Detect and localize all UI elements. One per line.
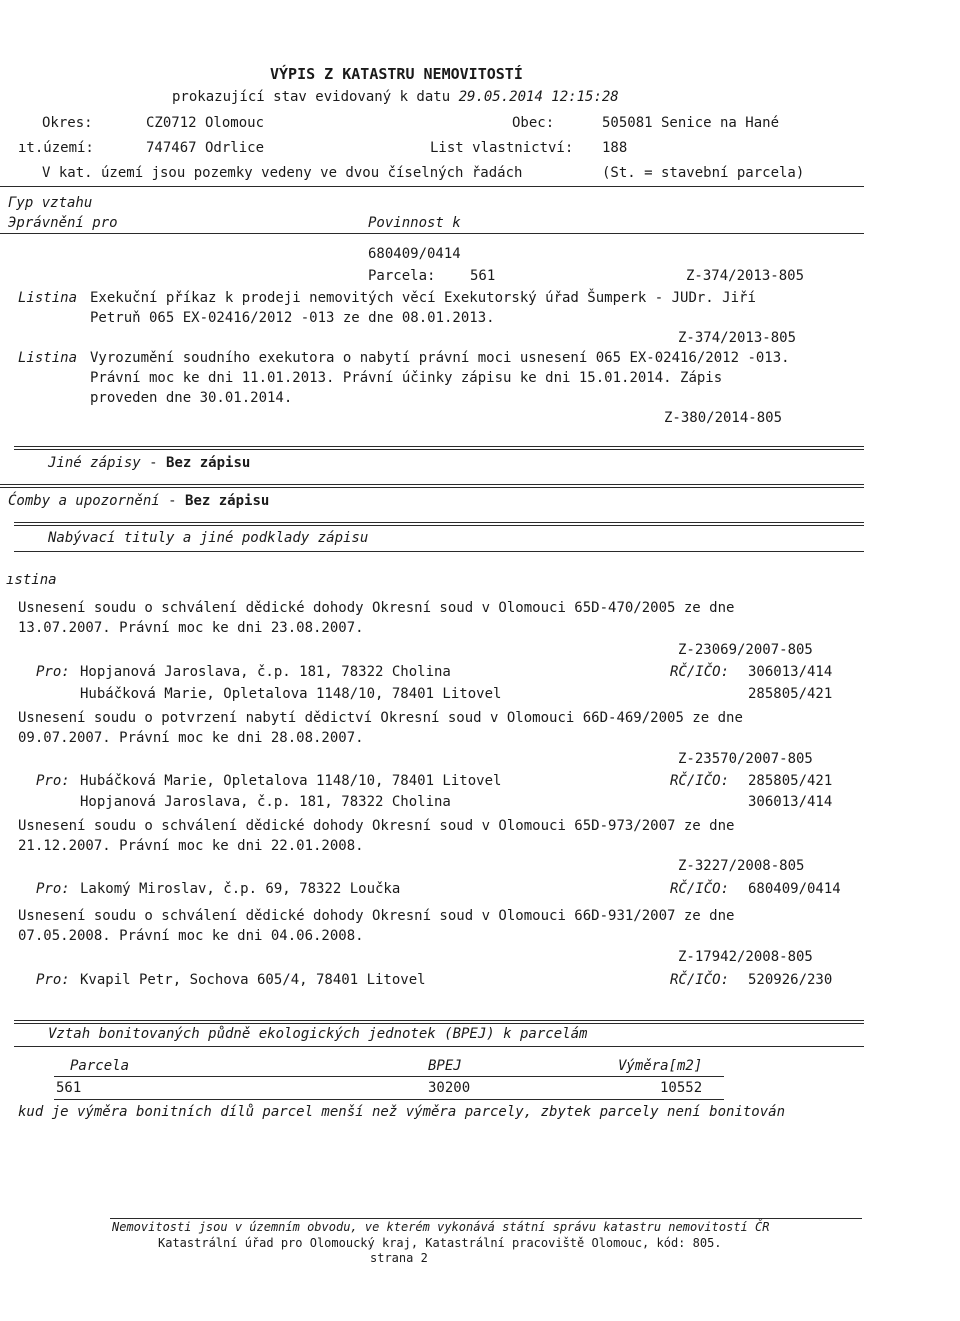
person-name: Hopjanová Jaroslava, č.p. 181, 78322 Cholina xyxy=(80,664,451,680)
divider xyxy=(14,449,864,450)
dash: - xyxy=(149,455,158,471)
rc-value: 680409/0414 xyxy=(748,881,841,897)
subtitle-datetime: 29.05.2014 12:15:28 xyxy=(458,89,619,105)
ref-number: Z-374/2013-805 xyxy=(678,330,797,346)
listina-label: Listina xyxy=(18,290,78,306)
rc-value: 520926/230 xyxy=(748,972,833,988)
bpej-note: kud je výměra bonitních dílů parcel menší než výměra parcely, zbytek parcely není bonitován xyxy=(18,1104,786,1120)
rc-value: 306013/414 xyxy=(748,794,833,810)
entry-text: Exekuční příkaz k prodeji nemovitých věcí Exekutorský úřad Šumperk - JUDr. Jiří xyxy=(90,290,756,306)
section-label: Jiné zápisy xyxy=(48,455,141,471)
lv-value: 188 xyxy=(602,140,628,156)
col-vymera: Výměra[m2] xyxy=(618,1058,703,1074)
col-parcela: Parcela xyxy=(70,1058,130,1074)
parcela-label: Parcela: xyxy=(368,268,436,284)
divider xyxy=(14,525,864,526)
rc-label: RČ/IČO: xyxy=(670,664,730,680)
divider xyxy=(0,233,864,234)
person-name: Lakomý Miroslav, č.p. 69, 78322 Loučka xyxy=(80,881,401,897)
divider xyxy=(0,487,864,488)
entry-text: Usnesení soudu o schválení dědické dohody Okresní soud v Olomouci 65D-470/2005 ze dne xyxy=(18,600,735,616)
opravneni-label: Эprávnění pro xyxy=(8,215,118,231)
rc-label: RČ/IČO: xyxy=(670,773,730,789)
section-value: Bez zápisu xyxy=(185,493,270,509)
person-name: Hubáčková Marie, Opletalova 1148/10, 78401 Litovel xyxy=(80,686,502,702)
person-name: Kvapil Petr, Sochova 605/4, 78401 Litovel xyxy=(80,972,426,988)
entry-text: 13.07.2007. Právní moc ke dni 23.08.2007. xyxy=(18,620,364,636)
divider xyxy=(14,1023,864,1024)
obec-label: Obec: xyxy=(512,115,555,131)
jine-zapisy-heading xyxy=(48,455,250,472)
kat-label: ıt.území: xyxy=(18,140,94,156)
person-name: Hopjanová Jaroslava, č.p. 181, 78322 Cholina xyxy=(80,794,451,810)
entry-text: Usnesení soudu o schválení dědické dohody Okresní soud v Olomouci 65D-973/2007 ze dne xyxy=(18,818,735,834)
kat-note-right: (St. = stavební parcela) xyxy=(602,165,805,181)
entry-text: 09.07.2007. Právní moc ke dni 28.08.2007. xyxy=(18,730,364,746)
subtitle-prefix: prokazující stav evidovaný k datu xyxy=(172,89,451,105)
page-number: strana 2 xyxy=(370,1251,428,1265)
person-name: Hubáčková Marie, Opletalova 1148/10, 78401 Litovel xyxy=(80,773,502,789)
pro-label: Pro: xyxy=(36,773,70,789)
row-parcela: 561 xyxy=(56,1080,82,1096)
footer-line2: Katastrální úřad pro Olomoucký kraj, Katastrální pracoviště Olomouc, kód: 805. xyxy=(158,1236,722,1250)
ref-number: Z-374/2013-805 xyxy=(686,268,805,284)
pro-label: Pro: xyxy=(36,664,70,680)
ref-number: Z-23570/2007-805 xyxy=(678,751,813,767)
divider xyxy=(0,186,864,187)
divider xyxy=(110,1218,862,1219)
povinnost-label: Povinnost k xyxy=(368,215,461,231)
pro-label: Pro: xyxy=(36,972,70,988)
section-label: Ćomby a upozornění xyxy=(8,493,160,509)
divider xyxy=(54,1099,724,1100)
listina-label: ıstina xyxy=(6,572,57,588)
entry-text: proveden dne 30.01.2014. xyxy=(90,390,293,406)
row-vymera: 10552 xyxy=(660,1080,703,1096)
divider xyxy=(14,551,864,552)
divider xyxy=(14,446,864,447)
obec-value: 505081 Senice na Hané xyxy=(602,115,780,131)
entry-text: Petruň 065 EX-02416/2012 -013 ze dne 08.01.2013. xyxy=(90,310,495,326)
entry-text: 21.12.2007. Právní moc ke dni 22.01.2008. xyxy=(18,838,364,854)
entry-text: 07.05.2008. Právní moc ke dni 04.06.2008. xyxy=(18,928,364,944)
section-value: Bez zápisu xyxy=(166,455,251,471)
listina-label: Listina xyxy=(18,350,78,366)
typ-vztahu-label: Гур vztahu xyxy=(8,195,93,211)
parcela-value: 561 xyxy=(470,268,496,284)
owner-id: 680409/0414 xyxy=(368,246,461,262)
entry-text: Právní moc ke dni 11.01.2013. Právní účinky zápisu ke dni 15.01.2014. Zápis xyxy=(90,370,723,386)
entry-text: Usnesení soudu o schválení dědické dohody Okresní soud v Olomouci 66D-931/2007 ze dne xyxy=(18,908,735,924)
ref-number: Z-23069/2007-805 xyxy=(678,642,813,658)
kat-value: 747467 Odrlice xyxy=(146,140,265,156)
rc-value: 306013/414 xyxy=(748,664,833,680)
okres-label: Okres: xyxy=(42,115,93,131)
divider xyxy=(14,1046,864,1047)
ref-number: Z-17942/2008-805 xyxy=(678,949,813,965)
divider xyxy=(54,1076,724,1077)
entry-text: Vyrozumění soudního exekutora o nabytí právní moci usnesení 065 EX-02416/2012 -013. xyxy=(90,350,790,366)
document-title: VÝPIS Z KATASTRU NEMOVITOSTÍ xyxy=(270,65,523,83)
dash: - xyxy=(168,493,177,509)
rc-label: RČ/IČO: xyxy=(670,881,730,897)
row-bpej: 30200 xyxy=(428,1080,471,1096)
lv-label: List vlastnictví: xyxy=(430,140,574,156)
okres-value: CZ0712 Olomouc xyxy=(146,115,265,131)
plomby-heading xyxy=(8,493,269,510)
kat-note: V kat. území jsou pozemky vedeny ve dvou číselných řadách xyxy=(42,165,523,181)
divider xyxy=(0,484,864,485)
footer-line1: Nemovitosti jsou v územním obvodu, ve kterém vykonává státní správu katastru nemovitostí ČR xyxy=(112,1220,770,1234)
nabyvaci-tituly-heading: Nabývací tituly a jiné podklady zápisu xyxy=(48,530,369,546)
bpej-title: Vztah bonitovaných půdně ekologických jednotek (BPEJ) k parcelám xyxy=(48,1026,588,1042)
entry-text: Usnesení soudu o potvrzení nabytí dědictví Okresní soud v Olomouci 66D-469/2005 ze dne xyxy=(18,710,743,726)
col-bpej: BPEJ xyxy=(428,1058,462,1074)
rc-value: 285805/421 xyxy=(748,773,833,789)
pro-label: Pro: xyxy=(36,881,70,897)
rc-label: RČ/IČO: xyxy=(670,972,730,988)
rc-value: 285805/421 xyxy=(748,686,833,702)
ref-number: Z-3227/2008-805 xyxy=(678,858,805,874)
divider xyxy=(14,1020,864,1021)
ref-number: Z-380/2014-805 xyxy=(664,410,783,426)
divider xyxy=(14,522,864,523)
document-subtitle xyxy=(172,89,619,106)
